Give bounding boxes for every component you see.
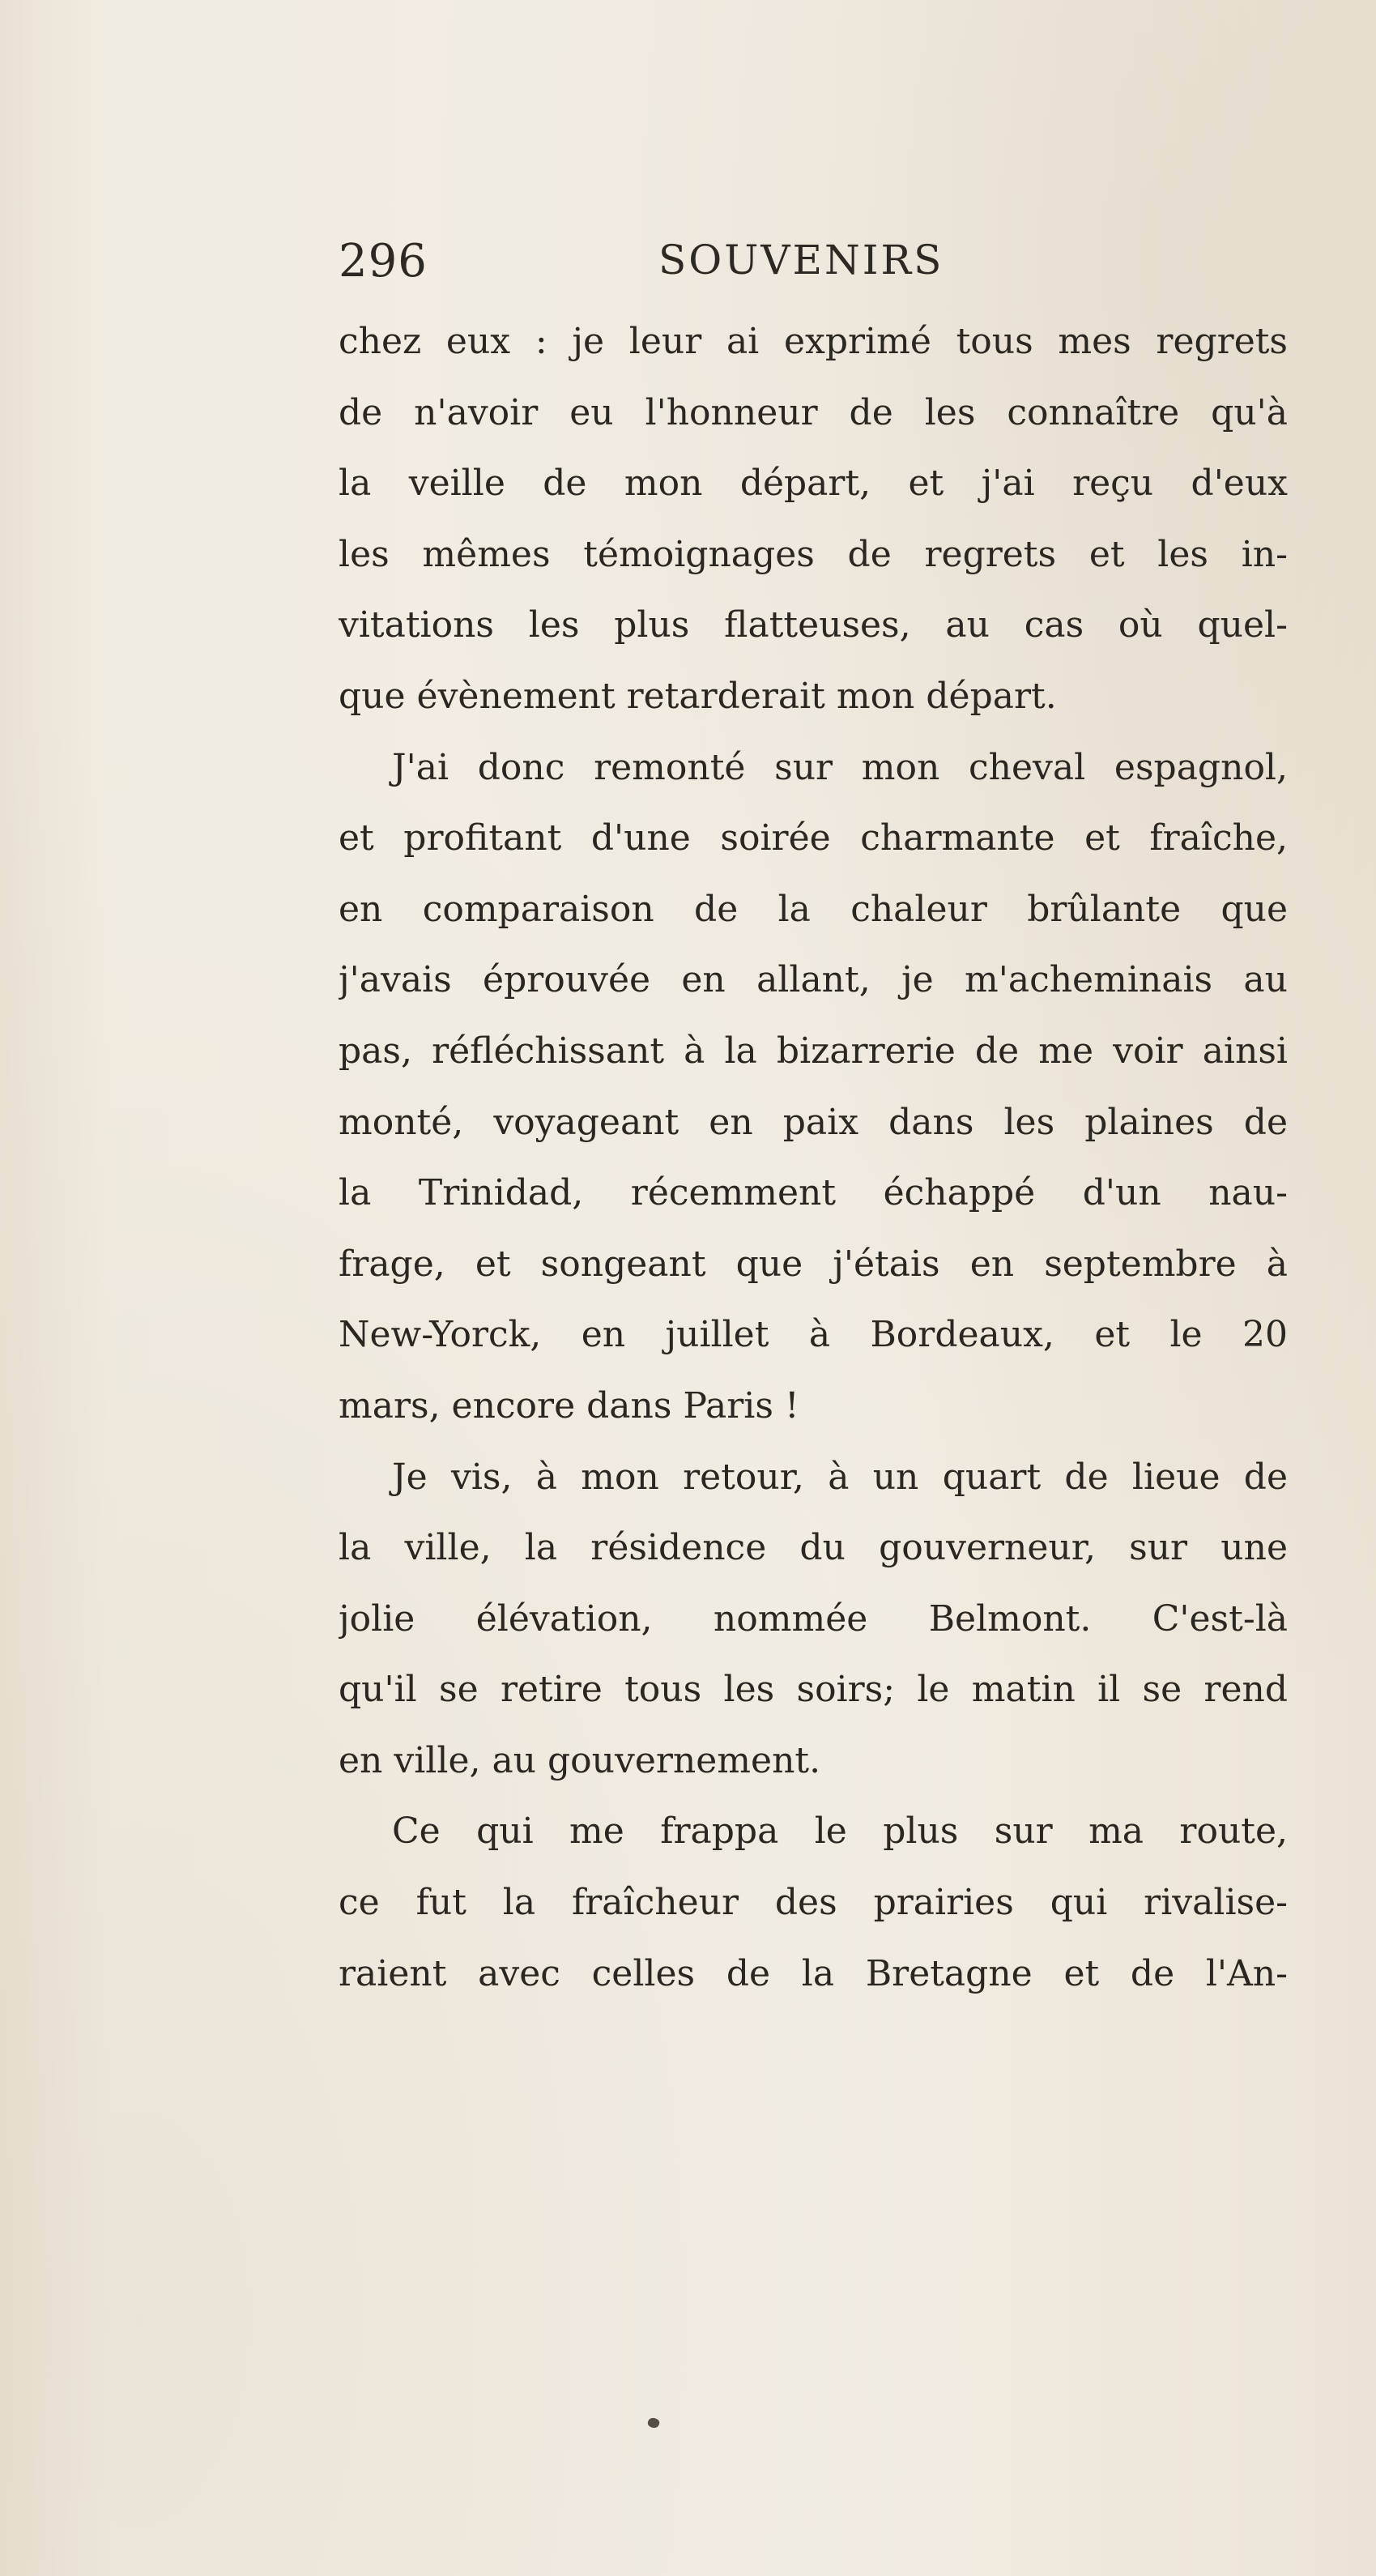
text-line: Je vis, à mon retour, à un quart de lieue de	[392, 1456, 1288, 1498]
text-line: la veille de mon départ, et j'ai reçu d'eux	[339, 463, 1288, 505]
text-line: mars, encore dans Paris !	[339, 1384, 799, 1427]
printer-mark-ornament	[646, 2416, 660, 2429]
text-line: en ville, au gouvernement.	[339, 1739, 821, 1781]
text-line: que évènement retarderait mon départ.	[339, 675, 1057, 717]
text-line: en comparaison de la chaleur brûlante que	[339, 888, 1288, 930]
text-line: qu'il se retire tous les soirs; le matin il se rend	[339, 1669, 1288, 1711]
running-head: SOUVENIRS	[658, 237, 944, 284]
text-line: jolie élévation, nommée Belmont. C'est-là	[339, 1597, 1288, 1640]
text-line: les mêmes témoignages de regrets et les in-	[339, 533, 1288, 575]
text-line: vitations les plus flatteuses, au cas où quel-	[339, 604, 1288, 646]
page-header	[339, 235, 1278, 300]
text-line: ce fut la fraîcheur des prairies qui rivalise-	[339, 1882, 1288, 1924]
text-line: monté, voyageant en paix dans les plaines de	[339, 1101, 1288, 1143]
text-line: Ce qui me frappa le plus sur ma route,	[392, 1810, 1288, 1853]
text-line: et profitant d'une soirée charmante et fraîche,	[339, 817, 1288, 859]
text-line: de n'avoir eu l'honneur de les connaître qu'à	[339, 391, 1288, 433]
body-text	[339, 306, 1288, 2009]
text-line: la Trinidad, récemment échappé d'un nau-	[339, 1172, 1288, 1214]
text-line: la ville, la résidence du gouverneur, sur une	[339, 1527, 1288, 1569]
text-line: chez eux : je leur ai exprimé tous mes regrets	[339, 321, 1288, 362]
text-line: raient avec celles de la Bretagne et de l'An-	[339, 1952, 1288, 1994]
text-line: frage, et songeant que j'étais en septembre à	[339, 1243, 1288, 1285]
text-line: J'ai donc remonté sur mon cheval espagnol,	[392, 746, 1288, 788]
text-line: j'avais éprouvée en allant, je m'acheminais au	[339, 959, 1288, 1001]
text-line: New-Yorck, en juillet à Bordeaux, et le 20	[339, 1314, 1288, 1356]
page-number: 296	[339, 235, 428, 288]
text-line: pas, réfléchissant à la bizarrerie de me voir ainsi	[339, 1030, 1288, 1072]
